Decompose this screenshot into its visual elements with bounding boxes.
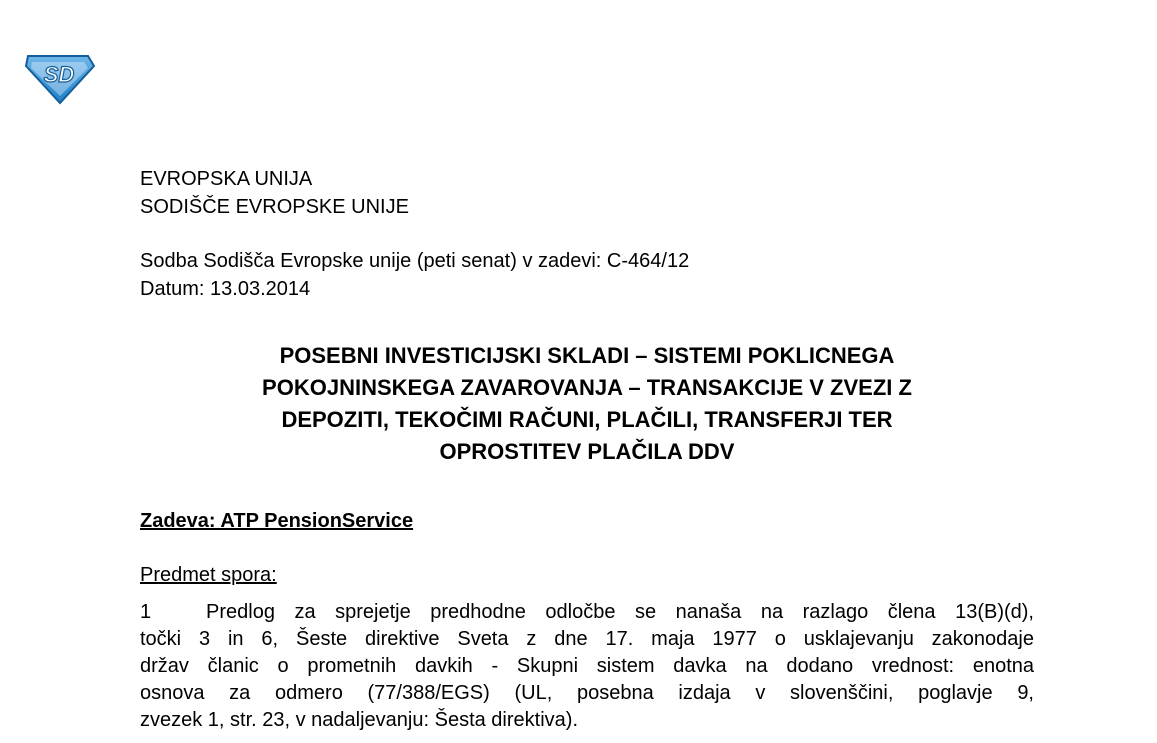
paragraph-text: Predlog za sprejetje predhodne odločbe se nanaša na razlago člena 13(B)(d), [206,601,1034,623]
title-line: OPROSTITEV PLAČILA DDV [439,439,735,464]
paragraph-line [140,599,1034,626]
document-title [140,340,1034,468]
court-logo [22,48,98,106]
judgment-date: Datum: 13.03.2014 [140,278,311,300]
paragraph-line: zvezek 1, str. 23, v nadaljevanju: Šesta direktiva). [140,709,578,731]
paragraph-number: 1 [140,601,152,623]
logo-text: SD [43,62,75,87]
paragraph-line: držav članic o prometnih davkih - Skupni sistem davka na dodano vrednost: enotna [140,655,1034,677]
court-line-eu: EVROPSKA UNIJA [140,168,313,190]
paragraph [140,599,1034,734]
paragraph-line: točki 3 in 6, Šeste direktive Sveta z dne 17. maja 1977 o usklajevanju zakonodaje [140,628,1034,650]
title-line: POKOJNINSKEGA ZAVAROVANJA – TRANSAKCIJE V ZVEZI Z [262,375,912,400]
case-subject: Zadeva: ATP PensionService [140,510,414,532]
court-line-court: SODIŠČE EVROPSKE UNIJE [140,196,409,218]
section-heading: Predmet spora: [140,564,277,586]
title-line: POSEBNI INVESTICIJSKI SKLADI – SISTEMI POKLICNEGA [279,343,895,368]
shield-logo-icon [22,48,98,106]
title-line: DEPOZITI, TEKOČIMI RAČUNI, PLAČILI, TRANSFERJI TER [281,407,893,432]
judgment-reference: Sodba Sodišča Evropske unije (peti senat) v zadevi: C-464/12 [140,250,690,272]
paragraph-line: osnova za odmero (77/388/EGS) (UL, posebna izdaja v slovenščini, poglavje 9, [140,682,1034,704]
